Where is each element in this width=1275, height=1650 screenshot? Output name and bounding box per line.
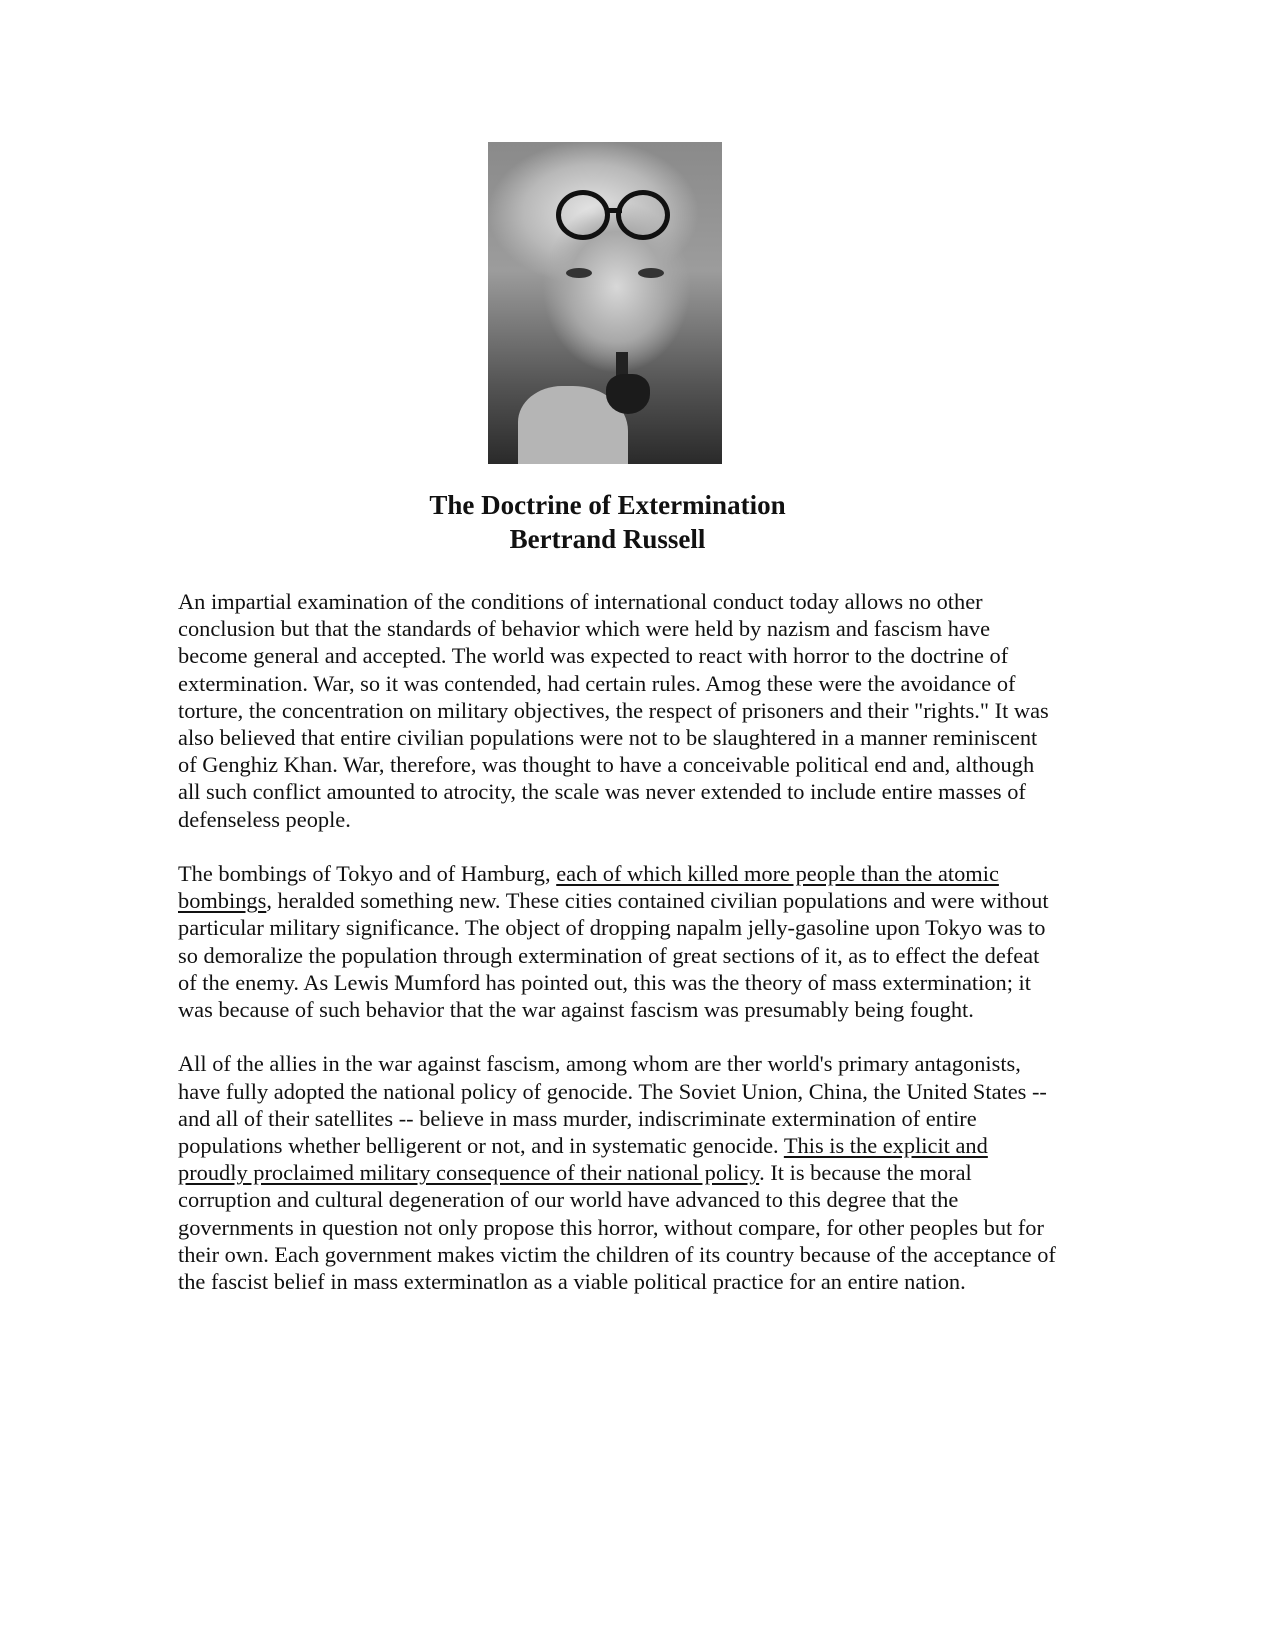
document-author: Bertrand Russell (509, 524, 706, 554)
author-portrait-photo (488, 142, 722, 464)
paragraph-3 (178, 1050, 1058, 1295)
paragraph-text: , heralded something new. These cities contained civilian populations and were without particular military significance. The object of dropping napalm jelly-gasoline upon Tokyo was to so demoralize the population through extermination of great sections of it, as to effect the defeat of the enemy. As Lewis Mumford has pointed out, this was the theory of mass extermination; it was because of such behavior that the war against fascism was presumably being fought. (178, 888, 1049, 1023)
title-block (0, 488, 1215, 556)
paragraph-text: The bombings of Tokyo and of Hamburg, (178, 861, 557, 887)
underlined-emphasis: This is the explicit and proudly proclaimed military consequence of their national policy (178, 1133, 988, 1186)
left-eye (566, 268, 592, 278)
underlined-emphasis: each of which killed more people than the atomic bombings (178, 861, 999, 914)
document-body (178, 588, 1058, 1322)
paragraph-text: An impartial examination of the conditions of international conduct today allows no other conclusion but that the standards of behavior which were held by nazism and fascism have become general and accepted. The world was expected to react with horror to the doctrine of extermination. War, so it was contended, had certain rules. Amog these were the avoidance of torture, the concentration on military objectives, the respect of prisoners and their "rights." It was also believed that entire civilian populations were not to be slaughtered in a manner reminiscent of Genghiz Khan. War, therefore, was thought to have a conceivable political end and, although all such conflict amounted to atrocity, the scale was never extended to include entire masses of defenseless people. (178, 589, 1049, 832)
pipe-bowl (606, 374, 650, 414)
glasses-right-lens (616, 190, 670, 240)
right-eye (638, 268, 664, 278)
paragraph-1 (178, 588, 1058, 833)
document-title: The Doctrine of Extermination (429, 490, 786, 520)
paragraph-text: All of the allies in the war against fascism, among whom are ther world's primary antagonists, have fully adopted the national policy of genocide. The Soviet Union, China, the United States -- and all of their satellites -- believe in mass murder, indiscriminate extermination of entire populations whether belligerent or not, and in systematic genocide. (178, 1051, 1047, 1159)
paragraph-text: . It is because the moral corruption and cultural degeneration of our world have advanced to this degree that the governments in question not only propose this horror, without compare, for other peoples but for their own. Each government makes victim the children of its country because of the acceptance of the fascist belief in mass exterminatlon as a viable political practice for an entire nation. (178, 1160, 1056, 1295)
paragraph-2 (178, 860, 1058, 1023)
glasses-left-lens (556, 190, 610, 240)
